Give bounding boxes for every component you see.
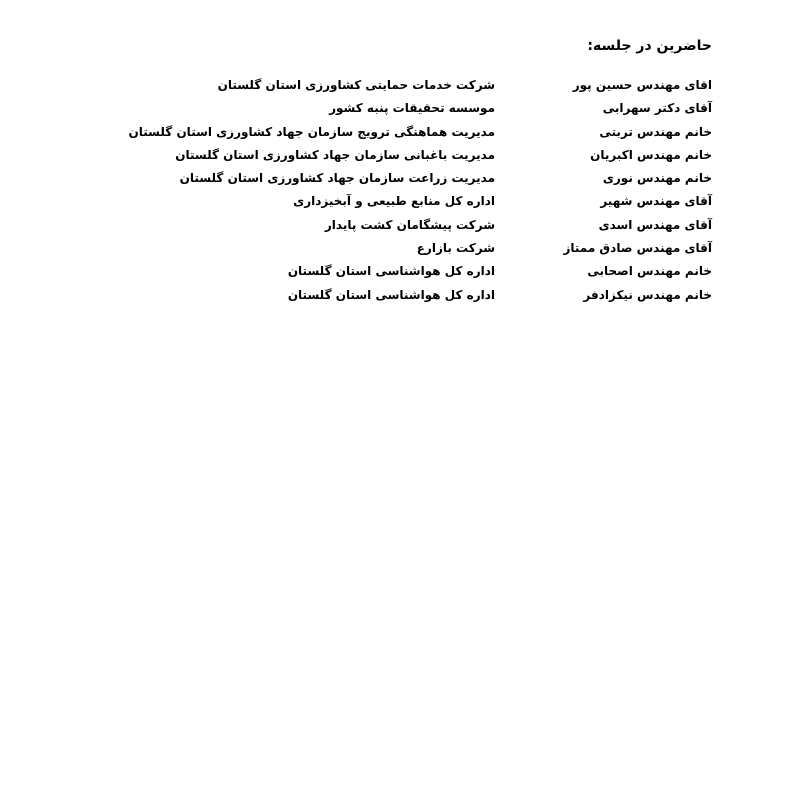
attendee-name: آقای مهندس صادق ممتاز <box>563 241 712 256</box>
attendee-name: آقای مهندس اسدی <box>598 217 712 232</box>
attendee-row <box>0 77 796 100</box>
attendee-name: خانم مهندس تربتی <box>599 124 712 139</box>
attendee-name: آقای دکتر سهرابی <box>602 101 712 116</box>
attendee-row <box>0 287 796 310</box>
attendee-row <box>0 100 796 123</box>
attendee-name: خانم مهندس اکبریان <box>590 147 712 162</box>
attendee-organization: شرکت خدمات حمایتی کشاورزی استان گلستان <box>217 78 495 92</box>
attendee-organization: مدیریت زراعت سازمان جهاد کشاورزی استان گلستان <box>179 171 495 186</box>
attendee-name: خانم مهندس نیکزادفر <box>583 287 712 302</box>
attendee-name: اقای مهندس حسین پور <box>572 78 712 92</box>
attendee-organization: موسسه تحقیقات پنبه کشور <box>329 101 495 116</box>
attendee-organization: اداره کل هواشناسی استان گلستان <box>287 264 495 279</box>
attendee-row <box>0 217 796 240</box>
attendee-organization: مدیریت باغبانی سازمان جهاد کشاورزی استان گلستان <box>175 147 495 162</box>
attendee-name: آقای مهندس شهیر <box>600 194 712 209</box>
attendee-list <box>0 77 796 310</box>
attendee-organization: اداره کل هواشناسی استان گلستان <box>287 287 495 302</box>
attendee-row <box>0 124 796 147</box>
attendee-name: خانم مهندس اصحابی <box>587 264 712 279</box>
attendee-row <box>0 170 796 193</box>
attendee-organization: شرکت بازارع <box>416 241 495 256</box>
attendee-row <box>0 263 796 286</box>
attendee-row <box>0 147 796 170</box>
attendee-name: خانم مهندس نوری <box>602 171 712 186</box>
attendee-row <box>0 240 796 263</box>
attendee-row <box>0 193 796 216</box>
attendee-organization: اداره کل منابع طبیعی و آبخیزداری <box>293 194 495 209</box>
attendees-heading: حاضرین در جلسه: <box>587 38 712 54</box>
attendee-organization: مدیریت هماهنگی ترویج سازمان جهاد کشاورزی استان گلستان <box>128 124 495 139</box>
attendee-organization: شرکت پیشگامان کشت پایدار <box>324 217 495 232</box>
